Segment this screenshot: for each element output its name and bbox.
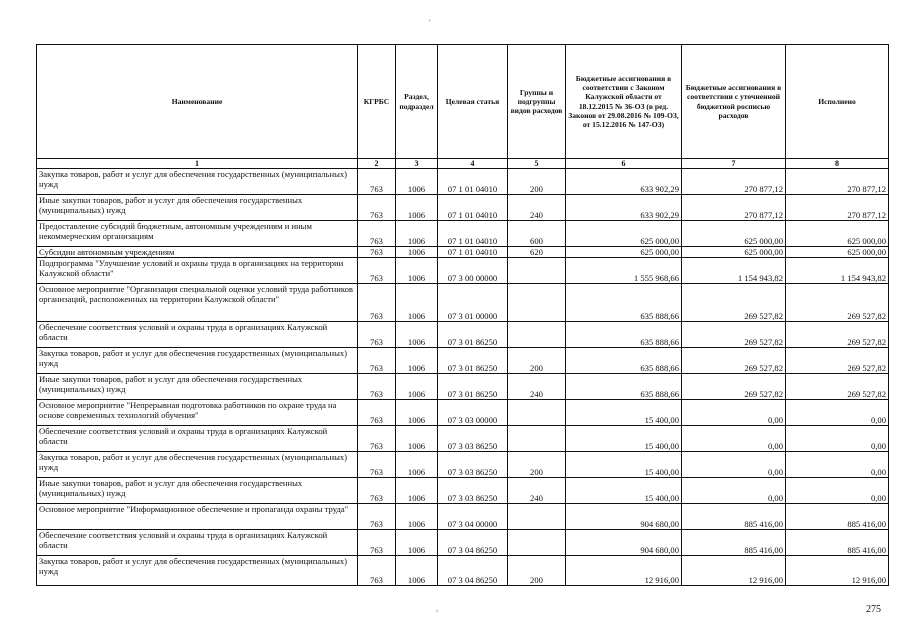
table-row bbox=[37, 530, 889, 556]
cell-executed: 1 154 943,82 bbox=[786, 258, 889, 284]
cell-assign-law: 1 555 968,66 bbox=[566, 258, 682, 284]
cell-target: 07 1 01 04010 bbox=[438, 169, 508, 195]
cell-kgrbs: 763 bbox=[358, 247, 396, 258]
table-row bbox=[37, 478, 889, 504]
table-row bbox=[37, 247, 889, 258]
cell-target: 07 3 01 00000 bbox=[438, 284, 508, 322]
header-target: Целевая статья bbox=[438, 45, 508, 159]
cell-executed: 270 877,12 bbox=[786, 169, 889, 195]
cell-assign-refined: 885 416,00 bbox=[682, 504, 786, 530]
table-row bbox=[37, 169, 889, 195]
column-number: 1 bbox=[37, 159, 358, 169]
cell-group bbox=[508, 322, 566, 348]
cell-assign-refined: 1 154 943,82 bbox=[682, 258, 786, 284]
cell-name: Основное мероприятие "Организация специальной оценки условий труда работников организаций, расположенных на территории Калужской области" bbox=[37, 284, 358, 322]
cell-target: 07 1 01 04010 bbox=[438, 247, 508, 258]
cell-group bbox=[508, 530, 566, 556]
cell-executed: 625 000,00 bbox=[786, 221, 889, 247]
cell-kgrbs: 763 bbox=[358, 530, 396, 556]
cell-name: Закупка товаров, работ и услуг для обеспечения государственных (муниципальных) нужд bbox=[37, 556, 358, 586]
table-row bbox=[37, 195, 889, 221]
table-row bbox=[37, 452, 889, 478]
cell-assign-refined: 0,00 bbox=[682, 400, 786, 426]
cell-section: 1006 bbox=[396, 169, 438, 195]
cell-kgrbs: 763 bbox=[358, 504, 396, 530]
cell-assign-refined: 269 527,82 bbox=[682, 348, 786, 374]
cell-name: Основное мероприятие "Непрерывная подготовка работников по охране труда на основе современных технологий обучения" bbox=[37, 400, 358, 426]
cell-group bbox=[508, 426, 566, 452]
cell-target: 07 3 03 86250 bbox=[438, 426, 508, 452]
cell-section: 1006 bbox=[396, 400, 438, 426]
column-number: 3 bbox=[396, 159, 438, 169]
cell-target: 07 3 03 86250 bbox=[438, 452, 508, 478]
cell-executed: 885 416,00 bbox=[786, 530, 889, 556]
column-number-row bbox=[37, 159, 889, 169]
cell-assign-law: 633 902,29 bbox=[566, 195, 682, 221]
cell-name: Обеспечение соответствия условий и охраны труда в организациях Калужской области bbox=[37, 322, 358, 348]
column-number: 2 bbox=[358, 159, 396, 169]
cell-name: Закупка товаров, работ и услуг для обеспечения государственных (муниципальных) нужд bbox=[37, 348, 358, 374]
table-row bbox=[37, 400, 889, 426]
table-row bbox=[37, 284, 889, 322]
cell-target: 07 3 04 86250 bbox=[438, 556, 508, 586]
cell-target: 07 1 01 04010 bbox=[438, 195, 508, 221]
cell-name: Обеспечение соответствия условий и охраны труда в организациях Калужской области bbox=[37, 426, 358, 452]
cell-executed: 269 527,82 bbox=[786, 374, 889, 400]
cell-executed: 12 916,00 bbox=[786, 556, 889, 586]
cell-group bbox=[508, 258, 566, 284]
cell-target: 07 3 01 86250 bbox=[438, 348, 508, 374]
cell-executed: 885 416,00 bbox=[786, 504, 889, 530]
table-row bbox=[37, 322, 889, 348]
cell-assign-law: 12 916,00 bbox=[566, 556, 682, 586]
cell-section: 1006 bbox=[396, 247, 438, 258]
scan-mark-bottom: , bbox=[436, 603, 439, 613]
cell-section: 1006 bbox=[396, 221, 438, 247]
cell-group: 620 bbox=[508, 247, 566, 258]
cell-name: Обеспечение соответствия условий и охраны труда в организациях Калужской области bbox=[37, 530, 358, 556]
cell-assign-refined: 0,00 bbox=[682, 426, 786, 452]
cell-executed: 625 000,00 bbox=[786, 247, 889, 258]
cell-name: Иные закупки товаров, работ и услуг для обеспечения государственных (муниципальных) нужд bbox=[37, 478, 358, 504]
cell-group bbox=[508, 284, 566, 322]
cell-executed: 269 527,82 bbox=[786, 322, 889, 348]
table-row bbox=[37, 426, 889, 452]
cell-group: 240 bbox=[508, 195, 566, 221]
cell-executed: 0,00 bbox=[786, 478, 889, 504]
cell-assign-law: 625 000,00 bbox=[566, 247, 682, 258]
cell-assign-law: 633 902,29 bbox=[566, 169, 682, 195]
cell-assign-law: 15 400,00 bbox=[566, 400, 682, 426]
cell-kgrbs: 763 bbox=[358, 258, 396, 284]
header-assign-law: Бюджетные ассигнования в соответствии с Законом Калужской области от 18.12.2015 № 36-ОЗ (в ред. Законов от 29.08.2016 № 109-ОЗ, от 15.12.2016 № 147-ОЗ) bbox=[566, 45, 682, 159]
cell-assign-law: 15 400,00 bbox=[566, 452, 682, 478]
cell-target: 07 3 04 00000 bbox=[438, 504, 508, 530]
cell-assign-refined: 269 527,82 bbox=[682, 322, 786, 348]
cell-assign-law: 15 400,00 bbox=[566, 426, 682, 452]
cell-section: 1006 bbox=[396, 284, 438, 322]
cell-section: 1006 bbox=[396, 195, 438, 221]
column-number: 5 bbox=[508, 159, 566, 169]
cell-kgrbs: 763 bbox=[358, 322, 396, 348]
cell-executed: 0,00 bbox=[786, 426, 889, 452]
table-row bbox=[37, 504, 889, 530]
cell-section: 1006 bbox=[396, 258, 438, 284]
cell-section: 1006 bbox=[396, 452, 438, 478]
cell-target: 07 3 01 86250 bbox=[438, 322, 508, 348]
cell-assign-refined: 270 877,12 bbox=[682, 169, 786, 195]
cell-name: Подпрограмма "Улучшение условий и охраны труда в организациях на территории Калужской области" bbox=[37, 258, 358, 284]
cell-name: Субсидии автономным учреждениям bbox=[37, 247, 358, 258]
cell-group: 200 bbox=[508, 556, 566, 586]
cell-assign-refined: 269 527,82 bbox=[682, 374, 786, 400]
cell-section: 1006 bbox=[396, 530, 438, 556]
cell-kgrbs: 763 bbox=[358, 348, 396, 374]
cell-assign-law: 635 888,66 bbox=[566, 374, 682, 400]
header-kgrbs: КГРБС bbox=[358, 45, 396, 159]
scan-mark-top: ' bbox=[429, 18, 431, 28]
cell-group: 200 bbox=[508, 348, 566, 374]
cell-target: 07 3 00 00000 bbox=[438, 258, 508, 284]
cell-kgrbs: 763 bbox=[358, 478, 396, 504]
cell-target: 07 1 01 04010 bbox=[438, 221, 508, 247]
header-section: Раздел, подраздел bbox=[396, 45, 438, 159]
cell-section: 1006 bbox=[396, 556, 438, 586]
cell-section: 1006 bbox=[396, 322, 438, 348]
table-row bbox=[37, 374, 889, 400]
cell-executed: 270 877,12 bbox=[786, 195, 889, 221]
budget-table bbox=[36, 44, 889, 586]
cell-target: 07 3 03 00000 bbox=[438, 400, 508, 426]
cell-group: 600 bbox=[508, 221, 566, 247]
header-name: Наименование bbox=[37, 45, 358, 159]
cell-assign-law: 15 400,00 bbox=[566, 478, 682, 504]
cell-executed: 0,00 bbox=[786, 452, 889, 478]
cell-group bbox=[508, 504, 566, 530]
cell-assign-refined: 270 877,12 bbox=[682, 195, 786, 221]
cell-assign-law: 904 680,00 bbox=[566, 504, 682, 530]
cell-name: Основное мероприятие "Информационное обеспечение и пропаганда охраны труда" bbox=[37, 504, 358, 530]
header-row bbox=[37, 45, 889, 159]
cell-name: Предоставление субсидий бюджетным, автономным учреждениям и иным некоммерческим организациям bbox=[37, 221, 358, 247]
cell-assign-law: 635 888,66 bbox=[566, 284, 682, 322]
cell-assign-law: 635 888,66 bbox=[566, 348, 682, 374]
column-number: 4 bbox=[438, 159, 508, 169]
cell-group: 200 bbox=[508, 169, 566, 195]
cell-kgrbs: 763 bbox=[358, 284, 396, 322]
cell-name: Закупка товаров, работ и услуг для обеспечения государственных (муниципальных) нужд bbox=[37, 452, 358, 478]
cell-assign-law: 904 680,00 bbox=[566, 530, 682, 556]
cell-assign-refined: 0,00 bbox=[682, 452, 786, 478]
cell-section: 1006 bbox=[396, 504, 438, 530]
cell-assign-refined: 0,00 bbox=[682, 478, 786, 504]
cell-target: 07 3 04 86250 bbox=[438, 530, 508, 556]
header-assign-refined: Бюджетные ассигнования в соответствии с уточненной бюджетной росписью расходов bbox=[682, 45, 786, 159]
header-executed: Исполнено bbox=[786, 45, 889, 159]
cell-name: Иные закупки товаров, работ и услуг для обеспечения государственных (муниципальных) нужд bbox=[37, 374, 358, 400]
cell-section: 1006 bbox=[396, 348, 438, 374]
column-number: 6 bbox=[566, 159, 682, 169]
page-number: 275 bbox=[866, 604, 881, 615]
cell-group: 240 bbox=[508, 374, 566, 400]
cell-group bbox=[508, 400, 566, 426]
cell-target: 07 3 03 86250 bbox=[438, 478, 508, 504]
cell-kgrbs: 763 bbox=[358, 556, 396, 586]
cell-assign-law: 635 888,66 bbox=[566, 322, 682, 348]
column-number: 7 bbox=[682, 159, 786, 169]
cell-executed: 269 527,82 bbox=[786, 284, 889, 322]
cell-kgrbs: 763 bbox=[358, 221, 396, 247]
cell-section: 1006 bbox=[396, 374, 438, 400]
header-groups: Группы и подгруппы видов расходов bbox=[508, 45, 566, 159]
table-row bbox=[37, 221, 889, 247]
cell-kgrbs: 763 bbox=[358, 452, 396, 478]
cell-section: 1006 bbox=[396, 426, 438, 452]
cell-executed: 269 527,82 bbox=[786, 348, 889, 374]
cell-assign-refined: 269 527,82 bbox=[682, 284, 786, 322]
cell-group: 240 bbox=[508, 478, 566, 504]
cell-kgrbs: 763 bbox=[358, 374, 396, 400]
cell-group: 200 bbox=[508, 452, 566, 478]
cell-assign-refined: 625 000,00 bbox=[682, 221, 786, 247]
cell-assign-refined: 12 916,00 bbox=[682, 556, 786, 586]
cell-kgrbs: 763 bbox=[358, 400, 396, 426]
cell-kgrbs: 763 bbox=[358, 426, 396, 452]
table-row bbox=[37, 258, 889, 284]
cell-kgrbs: 763 bbox=[358, 169, 396, 195]
cell-executed: 0,00 bbox=[786, 400, 889, 426]
cell-kgrbs: 763 bbox=[358, 195, 396, 221]
table-row bbox=[37, 556, 889, 586]
cell-assign-refined: 625 000,00 bbox=[682, 247, 786, 258]
cell-assign-law: 625 000,00 bbox=[566, 221, 682, 247]
cell-assign-refined: 885 416,00 bbox=[682, 530, 786, 556]
column-number: 8 bbox=[786, 159, 889, 169]
cell-name: Закупка товаров, работ и услуг для обеспечения государственных (муниципальных) нужд bbox=[37, 169, 358, 195]
cell-section: 1006 bbox=[396, 478, 438, 504]
cell-target: 07 3 01 86250 bbox=[438, 374, 508, 400]
table-row bbox=[37, 348, 889, 374]
cell-name: Иные закупки товаров, работ и услуг для обеспечения государственных (муниципальных) нужд bbox=[37, 195, 358, 221]
